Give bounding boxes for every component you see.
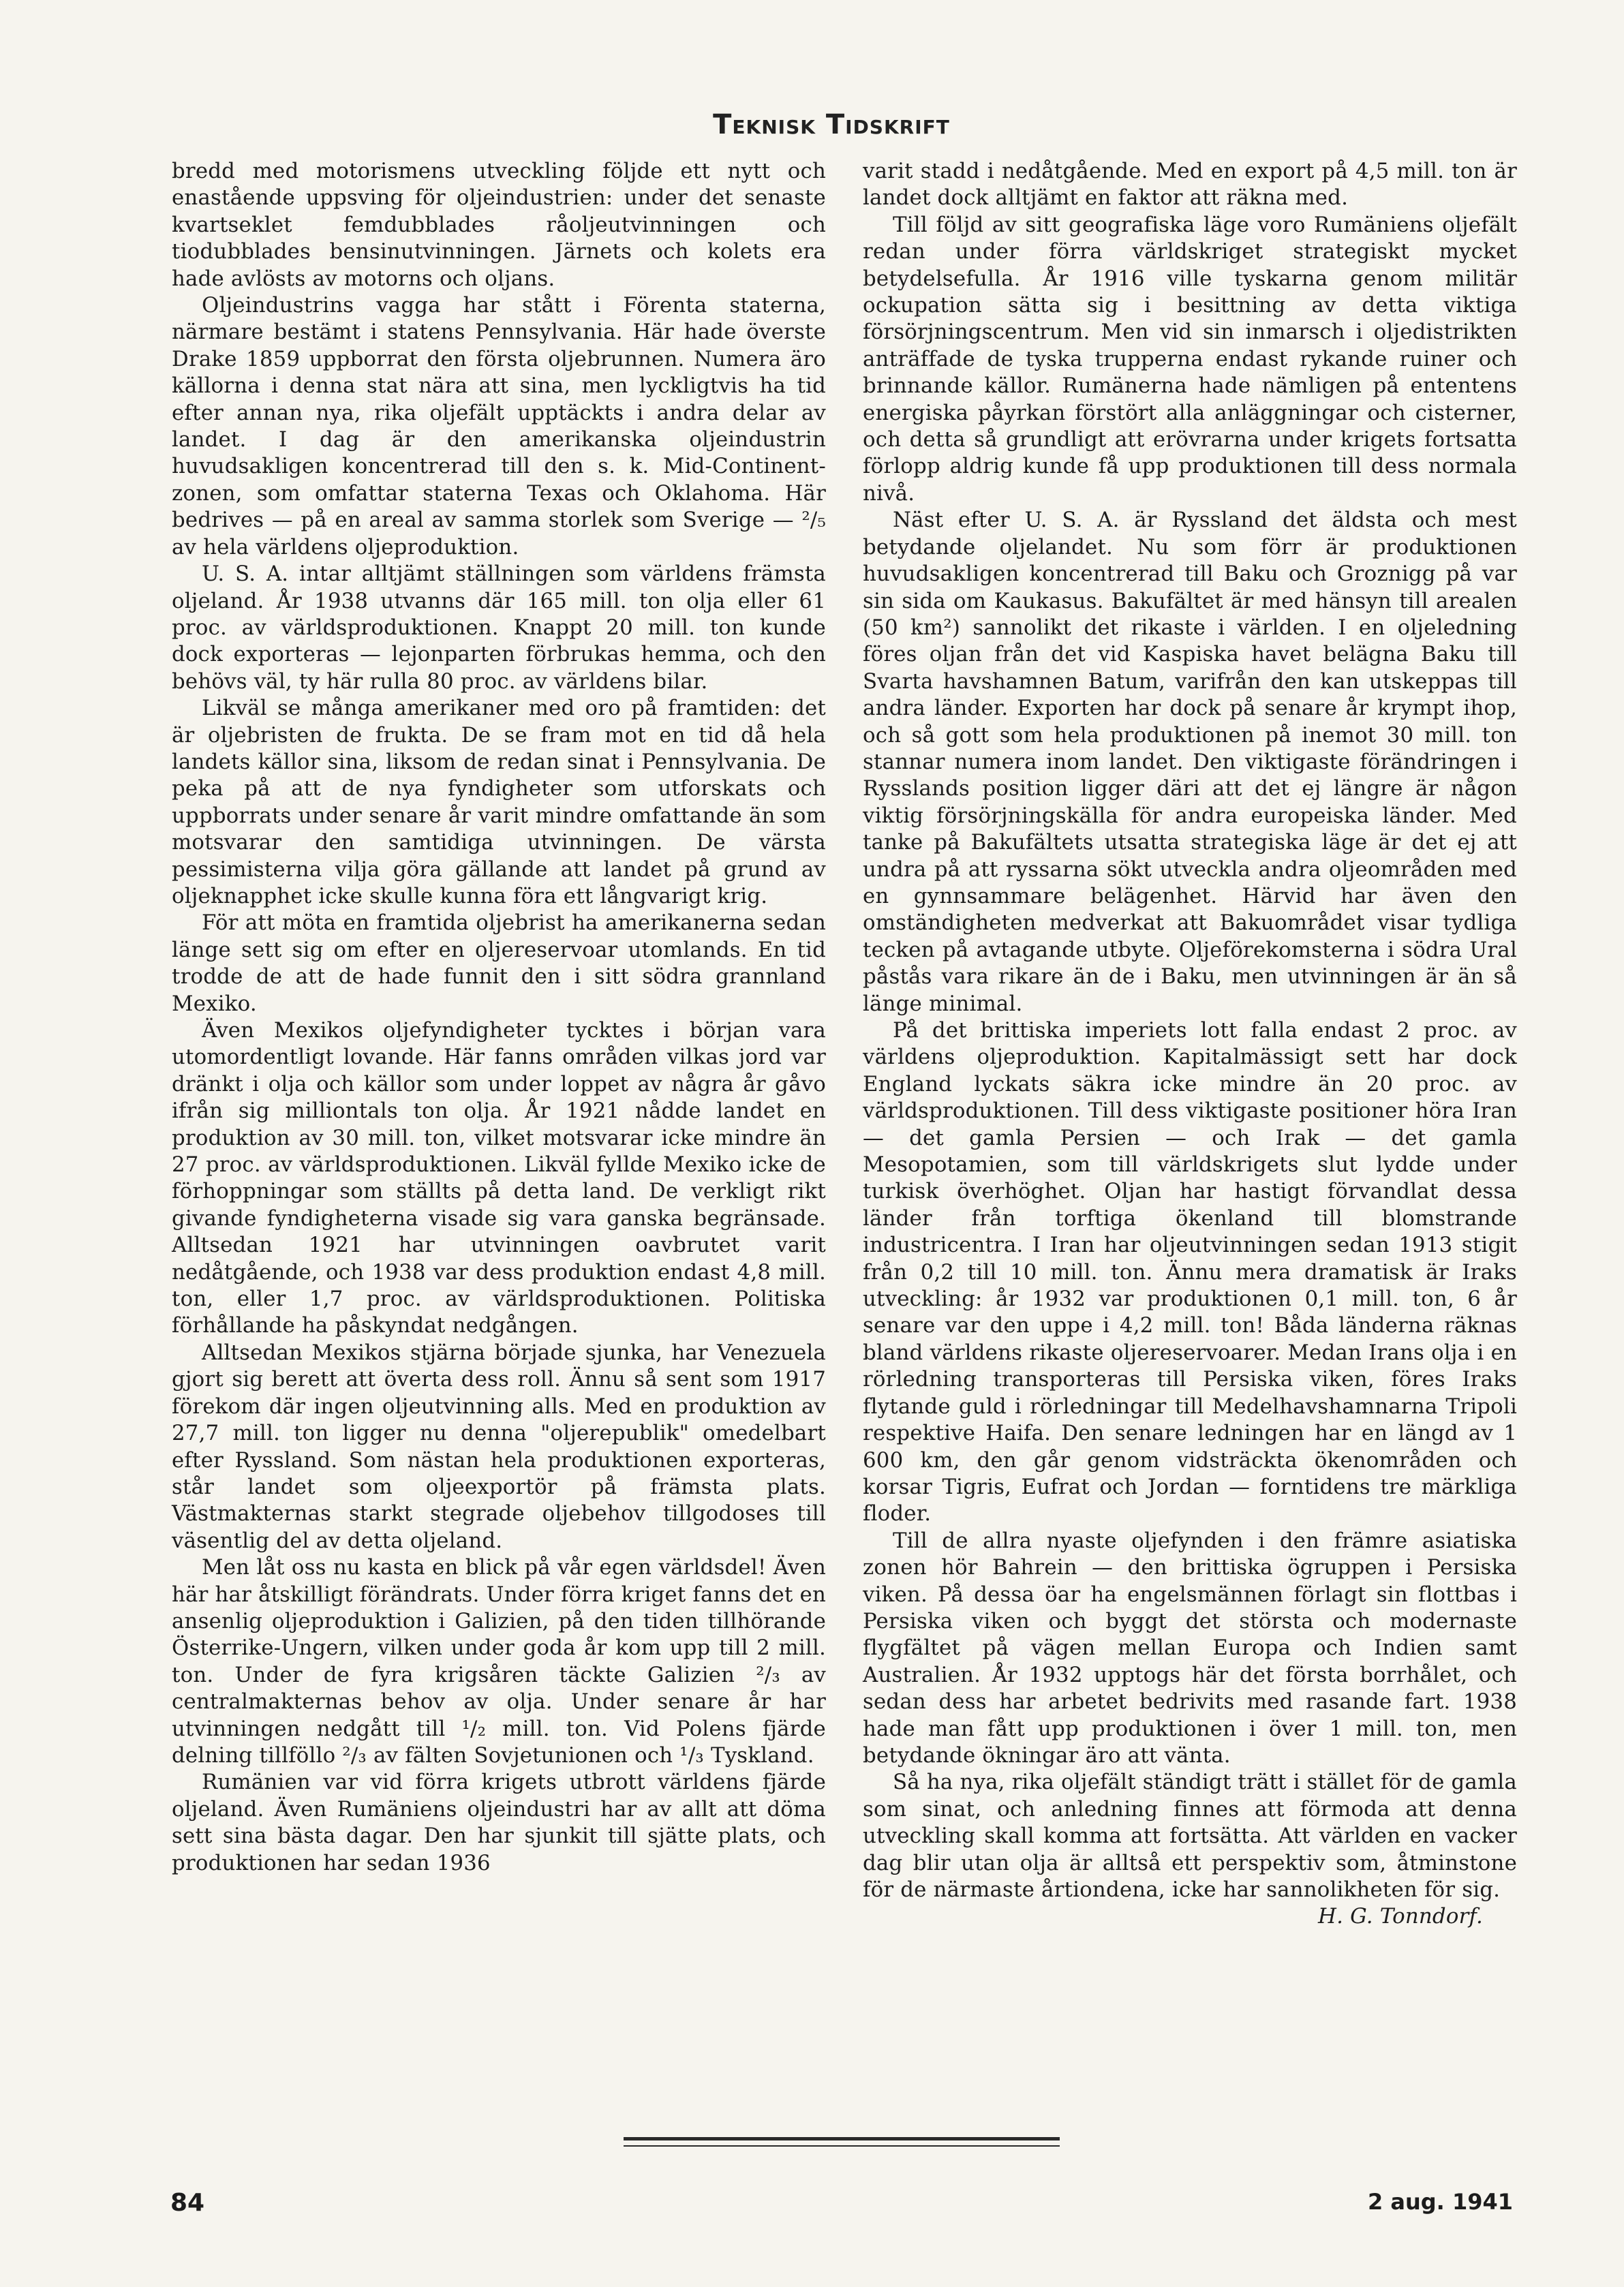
paragraph: Alltsedan Mexikos stjärna började sjunka, har Venezuela gjort sig berett att överta dess roll. Ännu så sent som 1917 förekom där ingen oljeutvinning alls. Med en produktion av 27,7 mill. ton ligger nu denna "oljerepublik" omedelbart efter Ryssland. Som nästan hela produktionen exporteras, står landet som oljeexportör på främsta plats. Västmakternas starkt stegrade oljebehov tillgodoses till väsentlig del av detta oljeland. (172, 1340, 826, 1553)
right-column (863, 158, 1517, 1931)
paragraph: U. S. A. intar alltjämt ställningen som världens främsta oljeland. År 1938 utvanns där 165 mill. ton olja eller 61 proc. av världsproduktionen. Knappt 20 mill. ton kunde dock exporteras — lejonparten förbrukas hemma, och den behövs väl, ty här rulla 80 proc. av världens bilar. (172, 562, 826, 694)
paragraph: För att möta en framtida oljebrist ha amerikanerna sedan länge sett sig om efter en oljereservoar utomlands. En tid trodde de att de hade funnit den i sitt södra grannland Mexiko. (172, 910, 826, 1016)
paragraph: varit stadd i nedåtgående. Med en export på 4,5 mill. ton är landet dock alltjämt en faktor att räkna med. (863, 159, 1517, 211)
paragraph: Även Mexikos oljefyndigheter tycktes i början vara utomordentligt lovande. Här fanns områden vilkas jord var dränkt i olja och källor som under loppet av några år gåvo ifrån sig milliontals ton olja. År 1921 nådde landet en produktion av 30 mill. ton, vilket motsvarar icke mindre än 27 proc. av världsproduktionen. Likväl fyllde Mexiko icke de förhoppningar som ställts på detta land. De verkligt rikt givande fyndigheterna visade sig vara ganska begränsade. Alltsedan 1921 har utvinningen oavbrutet varit nedåtgående, och 1938 var dess produktion endast 4,8 mill. ton, eller 1,7 proc. av världsproduktionen. Politiska förhållande ha påskyndat nedgången. (172, 1018, 826, 1338)
paragraph: Men låt oss nu kasta en blick på vår egen världsdel! Även här har åtskilligt förändrats. Under förra kriget fanns det en ansenlig oljeproduktion i Galizien, på den tiden tillhörande Österrike-Ungern, vilken under goda år kom upp till 2 mill. ton. Under de fyra krigsåren täckte Galizien ²/₃ av centralmakternas behov av olja. Under senare år har utvinningen nedgått till ¹/₂ mill. ton. Vid Polens fjärde delning tillföllo ²/₃ av fälten Sovjetunionen och ¹/₃ Tyskland. (172, 1555, 827, 1768)
issue-date: 2 aug. 1941 (1367, 2189, 1513, 2215)
left-column (172, 158, 826, 1877)
paragraph: Till de allra nyaste oljefynden i den främre asiatiska zonen hör Bahrein — den brittiska ögruppen i Persiska viken. På dessa öar ha engelsmännen förlagt sin flottbas i Persiska viken och byggt det största och modernaste flygfältet på vägen mellan Europa och Indien samt Australien. År 1932 upptogs här det första borrhålet, och sedan dess har arbetet bedrivits med rasande fart. 1938 hade man fått upp produktionen i över 1 mill. ton, men betydande ökningar äro att vänta. (863, 1528, 1517, 1768)
paragraph: På det brittiska imperiets lott falla endast 2 proc. av världens oljeproduktion. Kapitalmässigt sett har dock England lyckats säkra icke mindre än 20 proc. av världsproduktionen. Till dess viktigaste positioner höra Iran — det gamla Persien — och Irak — det gamla Mesopotamien, som till världskrigets slut lydde under turkisk överhöghet. Oljan har hastigt förvandlat dessa länder från torftiga ökenland till blomstrande industricentra. I Iran har oljeutvinningen sedan 1913 stigit från 0,2 till 10 mill. ton. Ännu mera dramatisk är Iraks utveckling: år 1932 var produktionen 0,1 mill. ton, 6 år senare var den uppe i 4,2 mill. ton! Båda länderna räknas bland världens rikaste oljereservoarer. Medan Irans olja i en rörledning transporteras till Persiska viken, föres Iraks flytande guld i rörledningar till Medelhavshamnarna Tripoli respektive Haifa. Den senare ledningen har en längd av 1 600 km, den går genom vidsträckta ökenområden och korsar Tigris, Eufrat och Jordan — forntidens tre märkliga floder. (863, 1018, 1517, 1526)
paragraph: Likväl se många amerikaner med oro på framtiden: det är oljebristen de frukta. De se fram mot en tid då hela landets källor sina, liksom de redan sinat i Pennsylvania. De peka på att de nya fyndigheter som utforskats och uppborrats under senare år varit mindre omfattande än som motsvarar den samtidiga utvinningen. De värsta pessimisterna vilja göra gällande att landet på grund av oljeknapphet icke skulle kunna föra ett långvarigt krig. (172, 696, 826, 908)
journal-header: Teknisk Tidskrift (713, 109, 950, 140)
paragraph: bredd med motorismens utveckling följde ett nytt och enastående uppsving för oljeindustrien: under det senaste kvartseklet femdubblades råoljeutvinningen och tiodubblades bensinutvinningen. Järnets och kolets era hade avlösts av motorns och oljans. (172, 159, 826, 291)
footer-rule-thick (624, 2137, 1060, 2140)
paragraph: Till följd av sitt geografiska läge voro Rumäniens oljefält redan under förra världskriget strategiskt mycket betydelsefulla. År 1916 ville tyskarna genom militär ockupation sätta sig i besittning av detta viktiga försörjningscentrum. Men vid sin inmarsch i oljedistrikten anträffade de tyska trupperna endast rykande ruiner och brinnande källor. Rumänerna hade nämligen på ententens energiska påyrkan förstört alla anläggningar och cisterner, och detta så grundligt att erövrarna under krigets fortsatta förlopp aldrig kunde få upp produktionen till dess normala nivå. (863, 212, 1517, 506)
paragraph: Näst efter U. S. A. är Ryssland det äldsta och mest betydande oljelandet. Nu som förr är produktionen huvudsakligen koncentrerad till Baku och Groznigg på var sin sida om Kaukasus. Bakufältet är med hänsyn till arealen (50 km²) sannolikt det rikaste i världen. I en oljeledning föres oljan från det vid Kaspiska havet belägna Baku till Svarta havshamnen Batum, varifrån den kan utskeppas till andra länder. Exporten har dock på senare år krympt ihop, och så gott som hela produktionen på inemot 30 mill. ton stannar numera inom landet. Den viktigaste förändringen i Rysslands position ligger däri att det ej längre är någon viktig försörjningskälla för andra europeiska länder. Med tanke på Bakufältets utsatta strategiska läge är det ej att undra på att ryssarna sökt utveckla andra oljeområden med en gynnsammare belägenhet. Härvid har även den omständigheten medverkat att Bakuområdet visar tydliga tecken på avtagande utbyte. Oljeförekomsterna i södra Ural påstås vara rikare än de i Baku, men utvinningen är än så länge minimal. (863, 508, 1517, 1016)
paragraph: Oljeindustrins vagga har stått i Förenta staterna, närmare bestämt i statens Pennsylvania. Här hade överste Drake 1859 uppborrat den första oljebrunnen. Numera äro källorna i denna stat nära att sina, men lyckligtvis ha tid efter annan nya, rika oljefält upptäckts i andra delar av landet. I dag är den amerikanska oljeindustrin huvudsakligen koncentrerad till den s. k. Mid-Continent-zonen, som omfattar staterna Texas och Oklahoma. Här bedrives — på en areal av samma storlek som Sverige — ²/₅ av hela världens oljeproduktion. (172, 293, 826, 559)
footer-rule-thin (624, 2145, 1060, 2147)
author-signature: H. G. Tonndorf. (1318, 1904, 1483, 1929)
paragraph: Rumänien var vid förra krigets utbrott världens fjärde oljeland. Även Rumäniens oljeindustri har av allt att döma sett sina bästa dagar. Den har sjunkit till sjätte plats, och produktionen har sedan 1936 (172, 1770, 826, 1875)
paragraph: Så ha nya, rika oljefält ständigt trätt i stället för de gamla som sinat, och anledning finnes att förmoda att denna utveckling skall komma att fortsätta. Att världen en vacker dag blir utan olja är alltså ett perspektiv som, åtminstone för de närmaste årtiondena, icke har sannolikheten för sig. (863, 1770, 1517, 1902)
page-number: 84 (170, 2189, 205, 2217)
